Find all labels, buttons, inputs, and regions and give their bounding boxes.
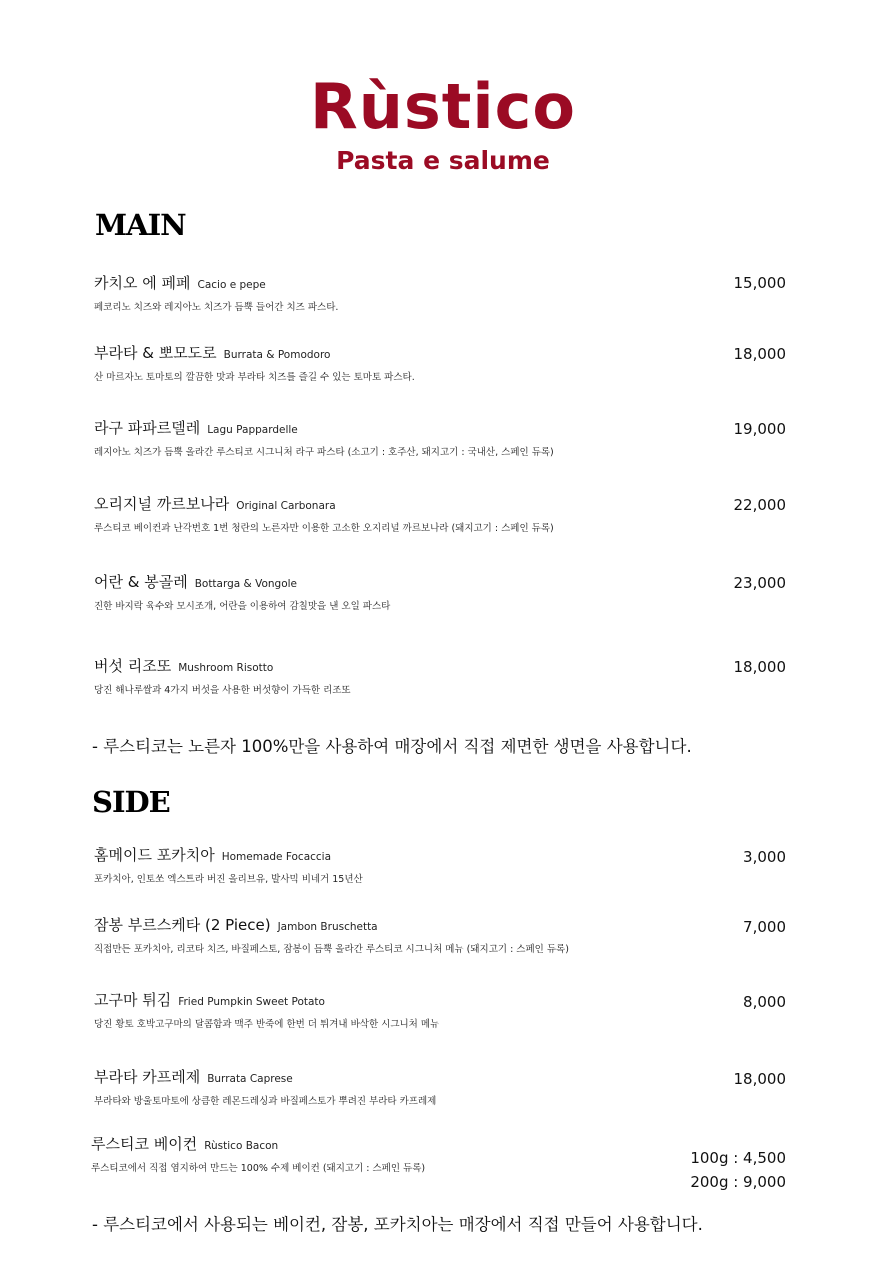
item-description: 페코리노 치즈와 레지아노 치즈가 듬뿍 들어간 치즈 파스타. — [94, 302, 339, 313]
item-price: 15,000 — [733, 274, 786, 292]
item-price: 18,000 — [733, 345, 786, 363]
item-price: 7,000 — [743, 918, 786, 936]
item-name-ko: 고구마 튀김 — [94, 991, 172, 1009]
item-name-ko: 잠봉 부르스케타 (2 Piece) — [94, 916, 271, 934]
section-title-main: MAIN — [95, 208, 186, 242]
item-description: 루스티코에서 직접 염지하여 만드는 100% 수제 베이컨 (돼지고기 : 스페인 듀록) — [91, 1163, 426, 1174]
item-description: 진한 바지락 육수와 모시조개, 어란을 이용하여 감칠맛을 낸 오일 파스타 — [94, 601, 391, 612]
menu-item — [94, 915, 794, 957]
item-description: 당진 해나루쌀과 4가지 버섯을 사용한 버섯향이 가득한 리조또 — [94, 685, 351, 696]
menu-item — [94, 572, 794, 614]
section-title-side: SIDE — [92, 785, 170, 819]
item-name-ko: 카치오 에 페페 — [94, 274, 191, 292]
item-description: 루스티코 베이컨과 난각번호 1번 청란의 노른자만 이용한 고소한 오지리널 까르보나라 (돼지고기 : 스페인 듀록) — [94, 523, 554, 534]
menu-item — [94, 273, 794, 315]
item-name-ko: 루스티코 베이컨 — [91, 1135, 198, 1153]
item-price: 19,000 — [733, 420, 786, 438]
item-price-lines — [690, 1146, 786, 1194]
item-name-ko: 부라타 & 뽀모도로 — [94, 344, 217, 362]
main-note: - 루스티코는 노른자 100%만을 사용하여 매장에서 직접 제면한 생면을 사용합니다. — [92, 737, 692, 756]
item-description: 포카치아, 인토쏘 엑스트라 버진 올리브유, 발사믹 비네거 15년산 — [94, 874, 363, 885]
menu-item — [94, 418, 794, 460]
menu-item — [94, 343, 794, 385]
item-price: 23,000 — [733, 574, 786, 592]
item-price: 18,000 — [733, 1070, 786, 1088]
item-name-en: Bottarga & Vongole — [194, 578, 297, 590]
item-name-ko: 오리지널 까르보나라 — [94, 495, 230, 513]
item-price: 100g : 4,500 — [690, 1149, 786, 1167]
item-name-en: Jambon Bruschetta — [277, 921, 378, 933]
menu-item — [94, 845, 794, 887]
menu-item — [94, 656, 794, 698]
item-name-ko: 버섯 리조또 — [94, 657, 172, 675]
item-description: 당진 황토 호박고구마의 달콤함과 맥주 반죽에 한번 더 튀겨내 바삭한 시그니처 메뉴 — [94, 1019, 440, 1030]
item-price: 200g : 9,000 — [690, 1173, 786, 1191]
menu-item — [91, 1134, 791, 1176]
item-name-en: Fried Pumpkin Sweet Potato — [178, 996, 325, 1008]
item-description: 레지아노 치즈가 듬뿍 올라간 루스티코 시그니처 라구 파스타 (소고기 : 호주산, 돼지고기 : 국내산, 스페인 듀록) — [94, 447, 554, 458]
item-price: 3,000 — [743, 848, 786, 866]
brand-logo — [0, 70, 886, 176]
item-name-en: Mushroom Risotto — [178, 662, 274, 674]
item-description: 산 마르자노 토마토의 깔끔한 맛과 부라타 치즈를 즐길 수 있는 토마토 파스타. — [94, 372, 415, 383]
item-name-ko: 라구 파파르델레 — [94, 419, 201, 437]
item-name-ko: 홈메이드 포카치아 — [94, 846, 215, 864]
item-name-en: Cacio e pepe — [197, 279, 266, 291]
item-name-en: Original Carbonara — [236, 500, 336, 512]
item-name-en: Lagu Pappardelle — [207, 424, 298, 436]
item-price: 18,000 — [733, 658, 786, 676]
item-price: 22,000 — [733, 496, 786, 514]
item-name-en: Burrata & Pomodoro — [223, 349, 331, 361]
menu-item — [94, 494, 794, 536]
item-price: 8,000 — [743, 993, 786, 1011]
item-name-ko: 어란 & 봉골레 — [94, 573, 188, 591]
brand-subtitle: Pasta e salume — [336, 146, 550, 175]
brand-title: Rùstico — [309, 70, 577, 143]
item-name-en: Rùstico Bacon — [204, 1140, 279, 1152]
menu-item — [94, 1067, 794, 1109]
item-name-ko: 부라타 카프레제 — [94, 1068, 201, 1086]
menu-item — [94, 990, 794, 1032]
side-note: - 루스티코에서 사용되는 베이컨, 잠봉, 포카치아는 매장에서 직접 만들어 사용합니다. — [92, 1215, 703, 1234]
item-name-en: Homemade Focaccia — [221, 851, 332, 863]
item-name-en: Burrata Caprese — [207, 1073, 293, 1085]
item-description: 직접만든 포카치아, 리코타 치즈, 바질페스토, 잠봉이 듬뿍 올라간 루스티코 시그니처 메뉴 (돼지고기 : 스페인 듀록) — [94, 944, 569, 955]
item-description: 부라타와 방울토마토에 상큼한 레몬드레싱과 바질페스토가 뿌려진 부라타 카프레제 — [94, 1096, 437, 1107]
